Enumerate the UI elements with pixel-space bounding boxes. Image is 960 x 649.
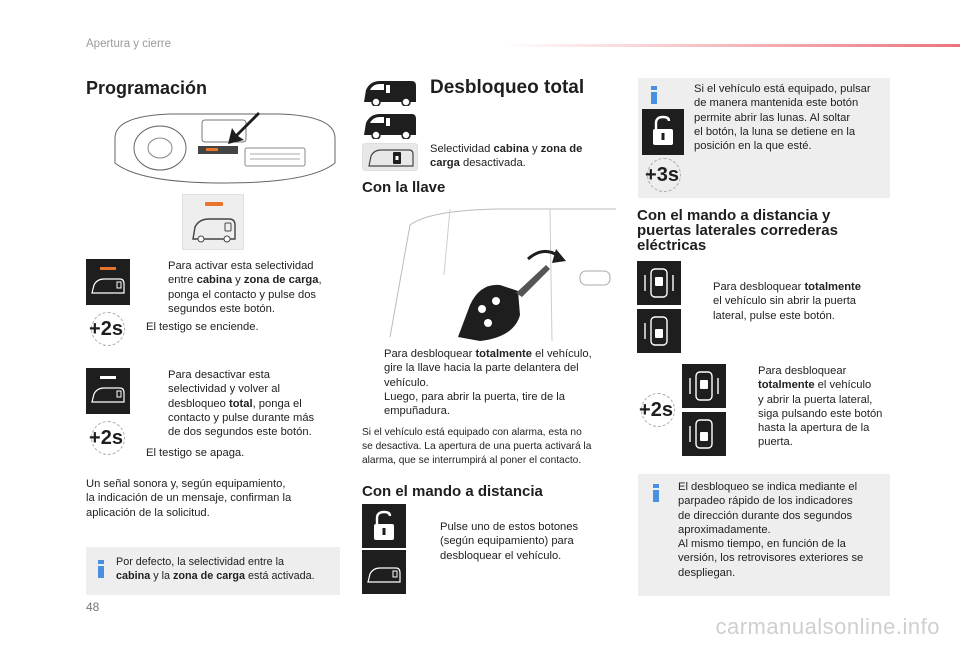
- selectivity-button-led-off[interactable]: [86, 368, 130, 414]
- info-box-default-selectivity: Por defecto, la selectividad entre la cabina y la zona de carga está activada.: [86, 547, 340, 595]
- info-icon: [96, 560, 106, 578]
- activate-instructions: Para activar esta selectividad entre cabina y zona de carga, ponga el contacto y pulse dos segundos este botón.: [168, 260, 322, 315]
- side-door-open-button-2[interactable]: [682, 412, 726, 456]
- puertas-instructions-2: Para desbloquear totalmente el vehículo y abrir la puerta lateral, siga pulsando este botón hasta la apertura de la puerta.: [758, 365, 883, 449]
- info-box-windows: +3s Si el vehículo está equipado, pulsar de manera mantenida este botón permite abrir las lunas. Al soltar el botón, la luna se detiene en la posición en la que esté.: [638, 78, 890, 198]
- desbloqueo-title: Desbloqueo total: [430, 77, 585, 98]
- selectivity-button-led-on[interactable]: [86, 259, 130, 305]
- llave-instructions: Para desbloquear totalmente el vehículo, gire la llave hacia la parte delantera del vehículo. Luego, para abrir la puerta, tire de la empuñadura.: [384, 348, 592, 418]
- selectivity-status: Selectividad cabina y zona de carga desactivada.: [430, 143, 583, 170]
- timer-badge-3s: +3s: [642, 162, 682, 188]
- side-door-open-button-1[interactable]: [682, 364, 726, 408]
- con-el-mando-title: Con el mando a distancia: [362, 483, 543, 500]
- side-door-unlock-button-2[interactable]: [637, 309, 681, 353]
- key-door-illustration: [380, 205, 616, 343]
- watermark: carmanualsonline.info: [715, 614, 940, 639]
- van-icon-front: [362, 78, 418, 106]
- timer-badge-2s: +2s: [86, 425, 126, 451]
- dashboard-illustration: [110, 108, 340, 188]
- timer-badge-2s: +2s: [636, 397, 676, 423]
- mando-instructions: Pulse uno de estos botones (según equipamiento) para desbloquear el vehículo.: [440, 521, 579, 562]
- van-icon-side: [362, 111, 418, 139]
- remote-cabin-unlock-button[interactable]: [362, 550, 406, 594]
- info-icon: [649, 86, 659, 104]
- cabin-selectivity-button[interactable]: [182, 194, 244, 250]
- selectivity-off-indicator: [362, 143, 418, 171]
- activate-result: El testigo se enciende.: [146, 321, 259, 333]
- deactivate-instructions: Para desactivar esta selectividad y volver al desbloqueo total, ponga el contacto y pulse durante más de dos segundos este botón.: [168, 369, 315, 439]
- header-accent-bar: [500, 44, 960, 47]
- con-la-llave-title: Con la llave: [362, 179, 446, 196]
- timer-badge-2s: +2s: [86, 316, 126, 342]
- deactivate-result: El testigo se apaga.: [146, 447, 245, 459]
- page-number: 48: [86, 600, 100, 614]
- mando-puertas-title: Con el mando a distancia y puertas laterales correderas eléctricas: [637, 207, 838, 254]
- alarm-note: Si el vehículo está equipado con alarma, esta no se desactiva. La apertura de una puerta activará la alarma, que se interrumpirá al poner el contacto.: [362, 427, 592, 466]
- side-door-unlock-button-1[interactable]: [637, 261, 681, 305]
- puertas-instructions-1: Para desbloquear totalmente el vehículo sin abrir la puerta lateral, pulse este botón.: [713, 281, 862, 322]
- info-icon: [651, 484, 661, 502]
- lock-button-tile[interactable]: [642, 109, 684, 155]
- info-box-unlock-signal: El desbloqueo se indica mediante el parpadeo rápido de los indicadores de dirección durante dos segundos aproximadamente. Al mismo tiempo, en función de la versión, los retrovisores exteriores se despliegan.: [638, 474, 890, 596]
- confirmation-text: Un señal sonora y, según equipamiento, la indicación de un mensaje, confirman la aplicación de la solicitud.: [86, 478, 292, 519]
- programacion-title: Programación: [86, 78, 208, 98]
- remote-unlock-button[interactable]: [362, 504, 406, 548]
- section-header: Apertura y cierre: [86, 38, 172, 50]
